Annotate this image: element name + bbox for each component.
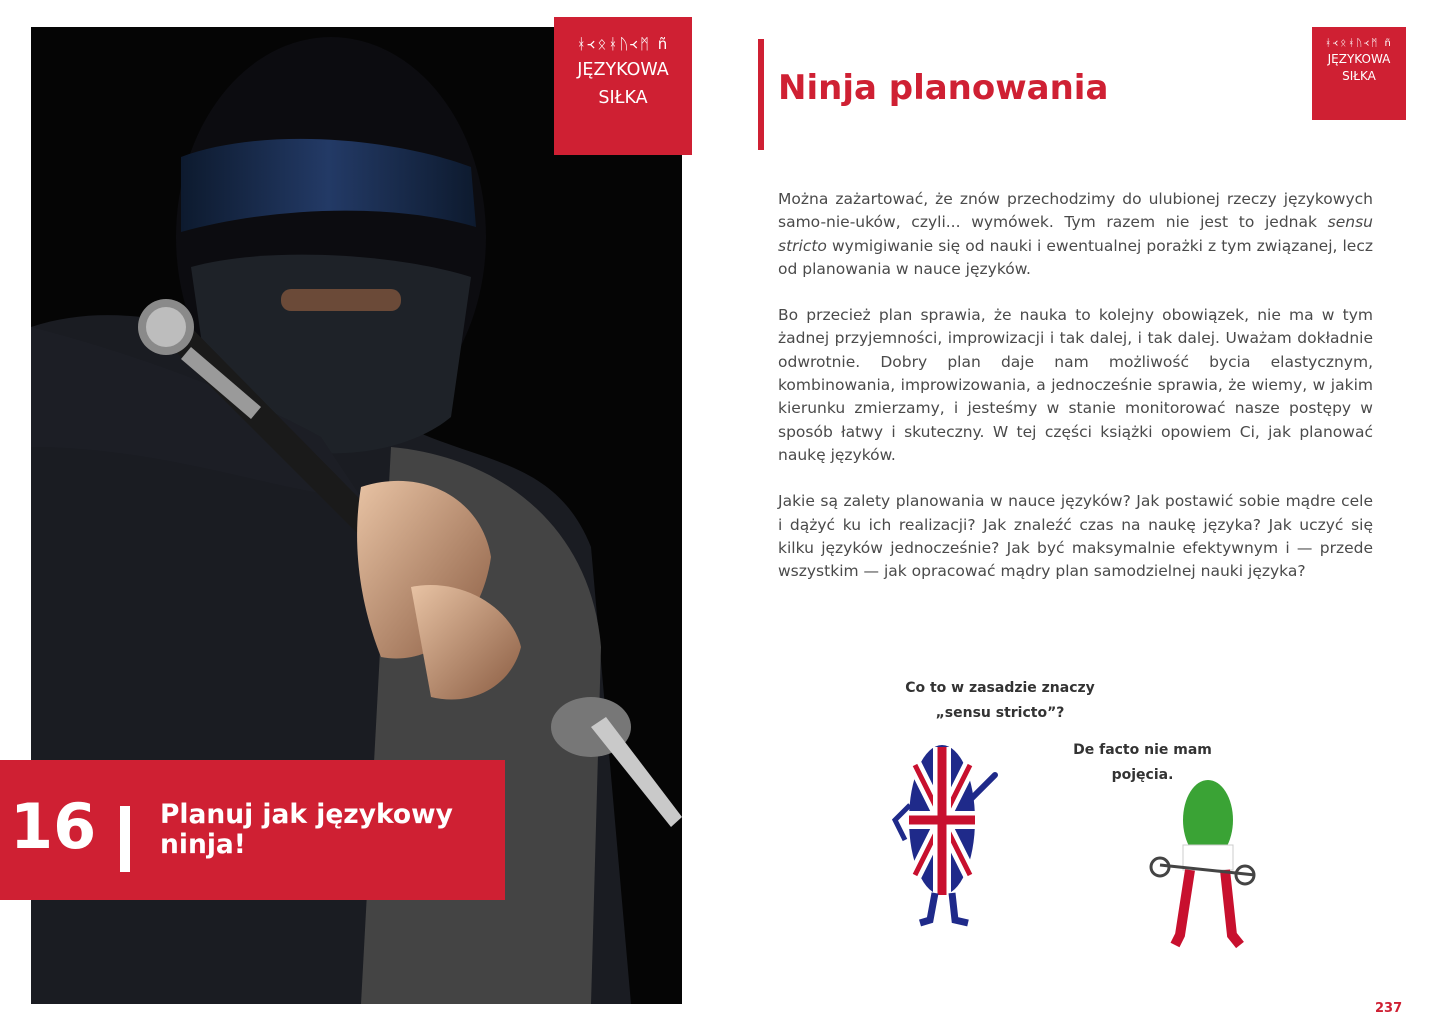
page-title: Ninja planowania xyxy=(778,68,1109,108)
paragraph-1-text-a: Można zażartować, że znów przechodzimy do ulubionej rzeczy językowych samo-nie-uków, czyli... wymówek. Tym razem nie jest to jednak xyxy=(778,190,1373,232)
paragraph-1 xyxy=(778,188,1373,281)
chapter-number: 16 xyxy=(10,790,97,863)
jezykowa-silka-logo xyxy=(554,17,692,155)
chapter-banner xyxy=(0,760,505,900)
uk-bean-character-icon xyxy=(895,745,995,923)
italy-bean-character-icon xyxy=(1151,780,1255,945)
speech-right-line-1: De facto nie mam xyxy=(1073,742,1212,758)
speech-left-line-1: Co to w zasadzie znaczy xyxy=(905,680,1095,696)
jezykowa-silka-logo-small xyxy=(1312,27,1406,120)
logo-word-1: JĘZYKOWA xyxy=(1327,52,1391,66)
cartoon-characters xyxy=(880,735,1270,960)
chapter-title: Planuj jak językowy ninja! xyxy=(160,799,453,860)
paragraph-1-emphasis: sensu stricto xyxy=(778,213,1373,255)
title-accent-bar xyxy=(758,39,764,150)
cartoon-speech-left xyxy=(890,676,1110,726)
logo-word-2: SIŁKA xyxy=(598,87,648,108)
body-text xyxy=(778,188,1373,606)
speech-left-line-2: „sensu stricto”? xyxy=(935,705,1065,721)
logo-word-1: JĘZYKOWA xyxy=(577,60,669,80)
paragraph-3: Jakie są zalety planowania w nauce języków? Jak postawić sobie mądre cele i dążyć ku ich realizacji? Jak znaleźć czas na naukę języka? Jak uczyć się kilku języków jednocześnie? Jak być maksymalnie efektywnym i — przede wszystkim — jak opracować mądry plan samodzielnej nauki języka? xyxy=(778,492,1373,581)
chapter-divider xyxy=(120,806,130,872)
paragraph-1-text-b: wymigiwanie się od nauki i ewentualnej porażki z tym związanej, lecz od planowania w nauce języków. xyxy=(778,236,1373,278)
speech-right-line-2: pojęcia. xyxy=(1111,767,1174,783)
page-number: 237 xyxy=(1375,1001,1403,1016)
paragraph-2: Bo przecież plan sprawia, że nauka to kolejny obowiązek, nie ma w tym żadnej przyjemności, improwizacji i tak dalej, i tak dalej. Uważam dokładnie odwrotnie. Dobry plan daje nam możliwość bycia elastycznym, kombinowania, improwizowania, a jednocześnie sprawia, że wiemy, w jakim kierunku zmierzamy, i jesteśmy w stanie monitorować nasze postępy w sposób łatwy i skuteczny. W tej części książki opowiem Ci, jak planować naukę języków. xyxy=(778,306,1373,464)
logo-word-2: SIŁKA xyxy=(1342,69,1376,84)
logo-glyphs: ᚼ᚜ᛟᚼᚢ᚜ᛗ ñ xyxy=(1325,38,1393,49)
logo-glyphs: ᚼ᚜ᛟᚼᚢ᚜ᛗ ñ xyxy=(576,35,670,53)
